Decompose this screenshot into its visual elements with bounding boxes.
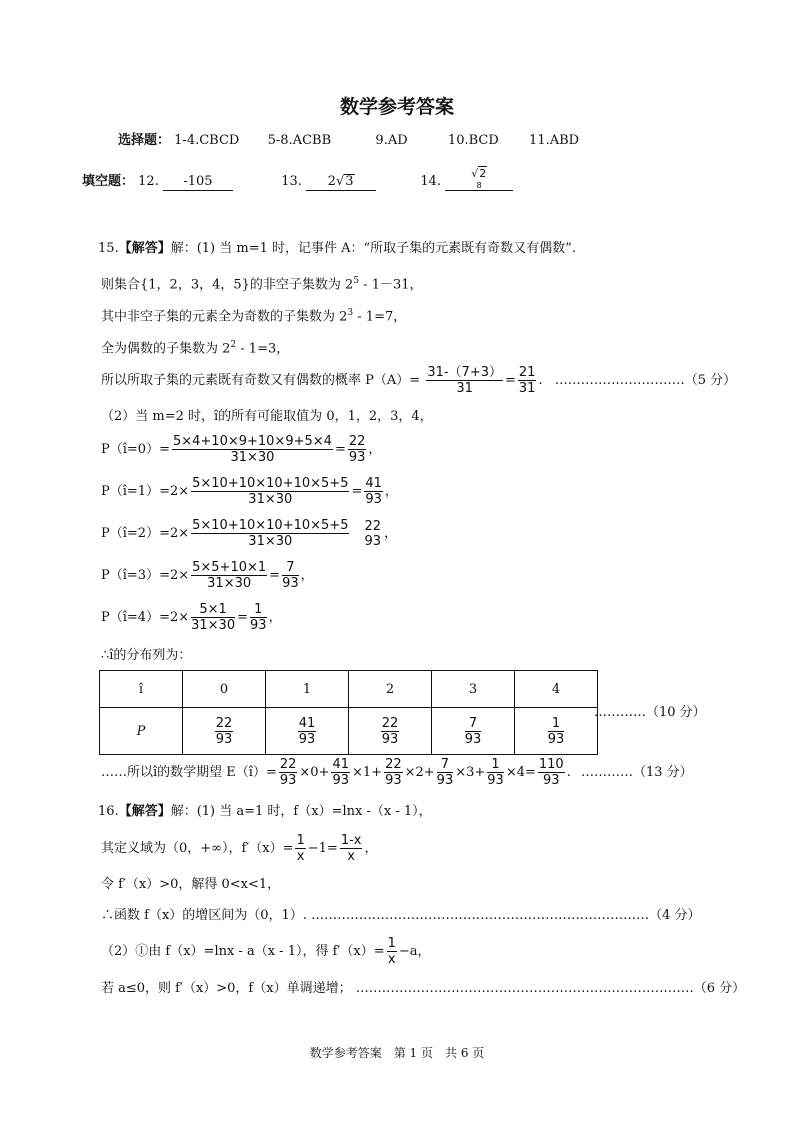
score-mark: …………（13 分）	[581, 764, 693, 780]
fill-q12-answer: -105	[163, 174, 233, 191]
choice-row	[118, 133, 579, 149]
equals-sign: =	[334, 441, 346, 457]
fraction-numerator: 110	[538, 757, 564, 772]
q15-probability-line	[101, 365, 736, 396]
fraction-denominator: 93	[348, 450, 366, 465]
fill-q14-den: 8	[476, 181, 482, 190]
score-mark: ……………………………………………………………………（4 分）	[311, 908, 701, 923]
choice-item: 9.AD	[375, 133, 408, 148]
fill-q13-number: 13.	[281, 174, 302, 189]
table-row	[100, 708, 598, 755]
q16-line2	[101, 833, 378, 864]
q16-text: 解：(1) 当 a=1 时，f（x）=lnx -（x - 1），	[170, 804, 432, 819]
p-lhs: P（î=2）=2×	[101, 525, 190, 541]
fraction-numerator: 41	[298, 715, 316, 731]
comma: ，	[384, 525, 398, 541]
equals-sign: =	[237, 609, 249, 625]
q16-line4	[101, 908, 701, 924]
expectation-fraction	[279, 757, 298, 788]
q16-l2b: −1=	[307, 840, 338, 856]
q15-p0	[101, 434, 381, 465]
expectation-fraction	[538, 757, 565, 788]
table-cell: 2	[349, 671, 432, 708]
table-cell: P	[100, 708, 183, 755]
expectation-fraction	[384, 757, 403, 788]
q15-line	[101, 273, 423, 293]
table-cell	[349, 708, 432, 755]
fraction-denominator: 93	[436, 773, 454, 788]
fill-q13-coef: 2	[327, 174, 336, 189]
table-cell: î	[100, 671, 183, 708]
fraction-numerator: 1	[296, 833, 305, 848]
q16-l5b: −a，	[398, 943, 431, 959]
operator: ×0+	[299, 764, 330, 780]
q15-tag: 【解答】	[118, 241, 171, 256]
fraction-numerator: 1-x	[340, 833, 362, 848]
table-cell: 1	[266, 671, 349, 708]
fraction-numerator: 31-（7+3）	[427, 365, 502, 380]
fraction-numerator: 41	[365, 476, 382, 491]
fraction-numerator: 1	[548, 716, 565, 732]
equals-sign: =	[269, 567, 281, 583]
q15-p3	[101, 560, 314, 591]
fill-q12-number: 12.	[138, 174, 159, 189]
choice-item: 1-4.CBCD	[174, 133, 240, 148]
q16-line3: 令 f′（x）>0，解得 0<x<1，	[101, 877, 281, 892]
fraction-denominator: 31×30	[191, 618, 236, 633]
q15-line	[101, 337, 289, 357]
fraction-numerator: 41	[332, 757, 349, 772]
fraction-numerator: 1	[250, 602, 267, 618]
q15-l2-exponent: 5	[353, 276, 360, 286]
fraction-denominator: 31×30	[207, 576, 252, 591]
comma: ，	[268, 609, 282, 625]
p-lhs: P（î=0）=	[101, 441, 170, 457]
fraction-numerator: 22	[215, 715, 233, 731]
q16-l4: ∴函数 f（x）的增区间为（0，1）.	[101, 908, 307, 923]
fraction-denominator: 93	[381, 731, 399, 747]
q15-l3-exponent: 3	[347, 308, 354, 318]
table-cell: 3	[432, 671, 515, 708]
q16-l5a: （2）①由 f（x）=lnx - a（x - 1），得 f′（x）=	[101, 943, 385, 959]
fraction-numerator: 5×4+10×9+10×9+5×4	[172, 434, 332, 449]
fraction-numerator: 22	[279, 757, 297, 772]
fraction-denominator: 93	[282, 576, 299, 591]
fill-q14-number: 14.	[420, 174, 442, 189]
equals-sign: =	[351, 483, 363, 499]
fraction-denominator: 93	[279, 773, 297, 788]
fraction-numerator: 1	[387, 936, 396, 951]
expectation-fraction	[331, 757, 350, 788]
fraction-denominator: 31×30	[248, 492, 293, 507]
q16-l6: 若 a≤0，则 f′（x）>0，f（x）单调递增；	[101, 981, 352, 996]
dist-label: ∴î的分布列为：	[101, 648, 192, 663]
fraction-numerator: 21	[518, 365, 536, 380]
q15-text: 解：(1) 当 m=1 时，记事件 A：“所取子集的元素既有奇数又有偶数”.	[170, 241, 576, 256]
fraction-numerator: 7	[437, 757, 454, 773]
fraction-numerator: 22	[381, 715, 399, 731]
score-mark: …………（10 分）	[594, 705, 706, 720]
q16-tag: 【解答】	[118, 804, 171, 819]
fraction-denominator: 93	[250, 618, 267, 633]
distribution-table	[99, 670, 598, 755]
fraction-denominator: 93	[332, 773, 349, 788]
choice-label: 选择题：	[118, 133, 171, 148]
q15-part2: （2）当 m=2 时，î的所有可能取值为 0，1，2，3，4，	[101, 409, 433, 424]
fraction-numerator: 22	[364, 518, 382, 534]
q16-number: 16.	[98, 804, 119, 819]
fraction-denominator: 93	[364, 533, 382, 549]
fill-q14-answer: √2 8	[445, 166, 513, 191]
q15-p1	[101, 476, 398, 507]
fraction-numerator: 7	[465, 716, 482, 732]
fill-row	[82, 166, 513, 191]
q15-p4	[101, 602, 282, 633]
fraction-denominator: x	[296, 849, 305, 864]
q16-heading	[98, 804, 432, 820]
table-cell	[183, 708, 266, 755]
fraction-denominator: 93	[547, 731, 565, 747]
choice-item: 10.BCD	[447, 133, 499, 148]
score-mark: ……………………………………………………………………（6 分）	[355, 981, 746, 996]
q15-l5a: 所以所取子集的元素既有奇数又有偶数的概率 P（A）=	[101, 372, 421, 388]
table-cell	[432, 708, 515, 755]
q16-line6	[101, 981, 745, 997]
fill-q13-answer: 2√3	[306, 174, 376, 191]
fraction-denominator: 31×30	[230, 450, 275, 465]
operator: ×1+	[352, 764, 383, 780]
q15-l3b: - 1=7，	[353, 309, 407, 325]
fraction-numerator: 1	[487, 757, 504, 773]
table-header-row	[100, 671, 598, 708]
fraction-denominator: 93	[543, 773, 560, 788]
table-cell: 0	[183, 671, 266, 708]
q16-line5	[101, 936, 431, 967]
q15-line	[101, 305, 406, 325]
fill-q14-num: 2	[479, 167, 487, 180]
fill-q13-radicand: 3	[345, 174, 354, 189]
choice-item: 11.ABD	[529, 133, 580, 148]
fraction-denominator: 93	[215, 731, 233, 747]
q15-l4-exponent: 2	[230, 340, 237, 350]
fraction-denominator: 31×30	[248, 534, 293, 549]
fraction-denominator: x	[387, 952, 396, 967]
fraction-numerator: 7	[282, 560, 299, 576]
operator: ×2+	[404, 764, 435, 780]
q15-l2b: - 1－31，	[359, 277, 423, 293]
period: .	[538, 372, 543, 388]
fraction-denominator: 93	[487, 773, 504, 788]
fraction-numerator: 5×10+10×10+10×5+5	[192, 476, 349, 491]
q15-heading	[98, 241, 576, 257]
fraction-denominator: 31	[518, 381, 536, 396]
p-lhs: P（î=1）=2×	[101, 483, 190, 499]
comma: ，	[300, 567, 314, 583]
comma: ，	[364, 840, 378, 856]
expectation-fraction	[437, 757, 454, 788]
table-cell	[266, 708, 349, 755]
p-lhs: P（î=4）=2×	[101, 609, 190, 625]
equals-sign: =	[504, 372, 516, 388]
fraction-denominator: 93	[385, 773, 402, 788]
q15-expectation	[101, 757, 693, 788]
q15-number: 15.	[98, 241, 119, 256]
choice-item: 5-8.ACBB	[267, 133, 332, 148]
fraction-numerator: 5×1	[191, 602, 235, 618]
operator: ×4=	[505, 764, 536, 780]
q15-p2	[101, 518, 397, 549]
fraction-numerator: 5×10+10×10+10×5+5	[192, 518, 349, 533]
comma: ，	[384, 483, 398, 499]
table-cell	[515, 708, 598, 755]
fraction-denominator: 93	[298, 731, 316, 747]
fraction-denominator: 31	[456, 381, 473, 396]
fill-label: 填空题：	[82, 174, 135, 189]
fraction-numerator: 22	[385, 757, 402, 772]
q15-l4a: 全为偶数的子集数为 2	[101, 341, 231, 357]
fraction-numerator: 22	[348, 434, 366, 449]
page-title: 数学参考答案	[339, 96, 454, 118]
expectation-fraction	[487, 757, 504, 788]
q16-l2a: 其定义域为（0，+∞），f′（x）=	[101, 840, 294, 856]
operator: .	[566, 764, 571, 780]
p-lhs: P（î=3）=2×	[101, 567, 190, 583]
expectation-lhs: ……所以î的数学期望 E（î）=	[101, 764, 277, 780]
q15-l3a: 其中非空子集的元素全为奇数的子集数为 2	[101, 309, 348, 325]
fraction-denominator: 93	[464, 731, 482, 747]
table-cell: 4	[515, 671, 598, 708]
fraction-numerator: 5×5+10×1	[192, 560, 267, 575]
score-mark: …………………………（5 分）	[554, 372, 737, 388]
q15-l2a: 则集合{1，2，3，4，5}的非空子集数为 2	[101, 277, 354, 293]
fraction-denominator: 93	[365, 492, 382, 507]
operator: ×3+	[455, 764, 486, 780]
fraction-denominator: x	[347, 849, 355, 864]
page-footer: 数学参考答案 第 1 页 共 6 页	[309, 1046, 485, 1060]
q15-l4b: - 1=3，	[236, 341, 290, 357]
comma: ，	[368, 441, 382, 457]
